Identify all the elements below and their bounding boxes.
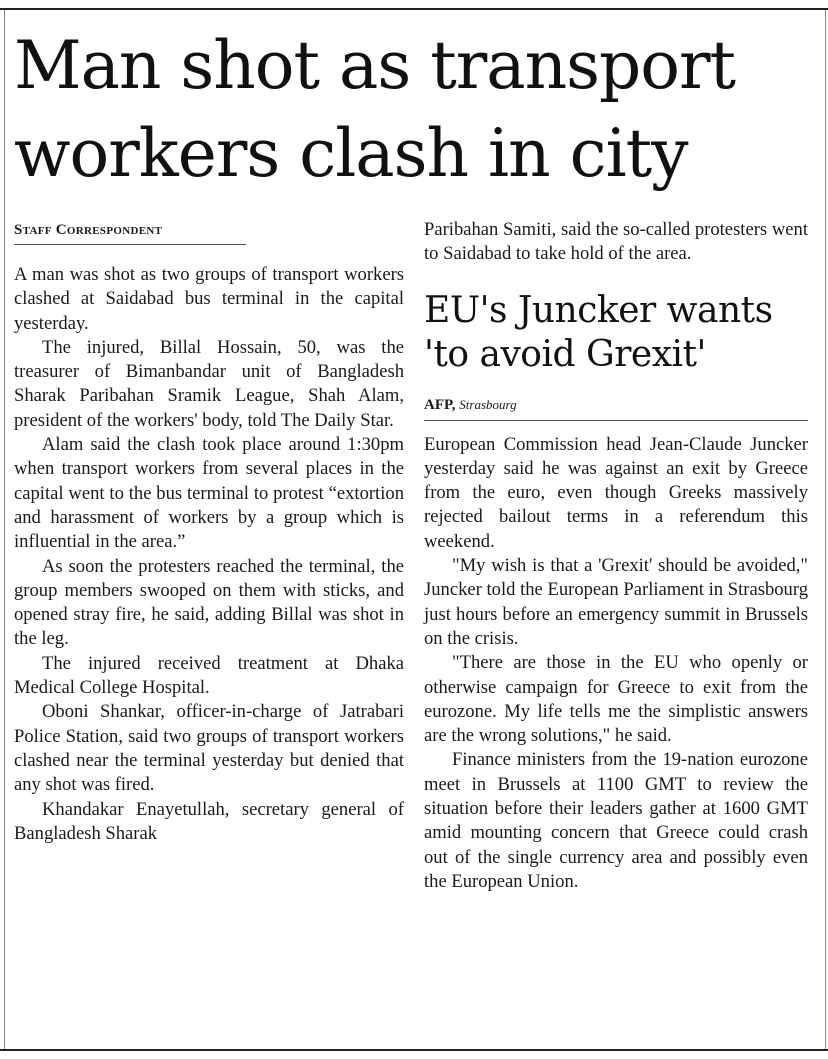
right-column <box>424 218 808 894</box>
second-paragraph-1: European Commission head Jean-Claude Juncker yesterday said he was against an exit by Greece from the euro, even though Greeks massively rejected bailout terms in a referendum this weekend. <box>424 433 808 552</box>
left-column <box>14 222 404 846</box>
top-rule <box>0 8 828 10</box>
main-paragraph-3: Alam said the clash took place around 1:30pm when transport workers from several places in the capital went to the bus terminal to protest “extortion and harassment of workers by a group which is influential in the area.” <box>14 434 404 553</box>
main-headline: Man shot as transport workers clash in city <box>14 27 736 192</box>
main-paragraph-continued: Paribahan Samiti, said the so-called protesters went to Saidabad to take hold of the area. <box>424 219 808 265</box>
second-paragraph-2: "My wish is that a 'Grexit' should be avoided," Juncker told the European Parliament in Strasbourg just hours before an emergency summit in Brussels on the crisis. <box>424 555 808 649</box>
second-byline <box>424 397 808 421</box>
byline-place: Strasbourg <box>459 396 517 412</box>
main-paragraph-5: The injured received treatment at Dhaka Medical College Hospital. <box>14 652 404 699</box>
second-headline: EU's Juncker wants 'to avoid Grexit' <box>424 289 773 375</box>
main-byline: Staff Correspondent <box>14 222 246 245</box>
main-paragraph-7: Khandakar Enayetullah, secretary general of Bangladesh Sharak <box>14 798 404 844</box>
main-paragraph-2: The injured, Billal Hossain, 50, was the treasurer of Bimanbandar unit of Bangladesh Sharak Paribahan Sramik League, Shah Alam, president of the workers' body, told The Daily Star. <box>14 336 404 431</box>
left-border <box>4 10 5 1049</box>
main-paragraph-4: As soon the protesters reached the terminal, the group members swooped on them with sticks, and opened stray fire, he said, adding Billal was shot in the leg. <box>14 555 404 650</box>
second-paragraph-3: "There are those in the EU who openly or otherwise campaign for Greece to exit from the eurozone. My life tells me the simplistic answers are the wrong solutions," he said. <box>424 652 808 747</box>
bottom-rule <box>0 1049 828 1051</box>
byline-agency: AFP, <box>424 396 456 413</box>
second-paragraph-4: Finance ministers from the 19-nation eurozone meet in Brussels at 1100 GMT to review the situation before their leaders gather at 1600 GMT amid mounting concern that Greece could crash out of the single currency area and possibly even the European Union. <box>424 749 808 892</box>
main-paragraph-1: A man was shot as two groups of transport workers clashed at Saidabad bus terminal in the capital yesterday. <box>14 264 404 334</box>
right-border <box>825 10 826 1049</box>
main-paragraph-6: Oboni Shankar, officer-in-charge of Jatrabari Police Station, said two groups of transport workers clashed near the terminal yesterday but denied that any shot was fired. <box>14 701 404 796</box>
